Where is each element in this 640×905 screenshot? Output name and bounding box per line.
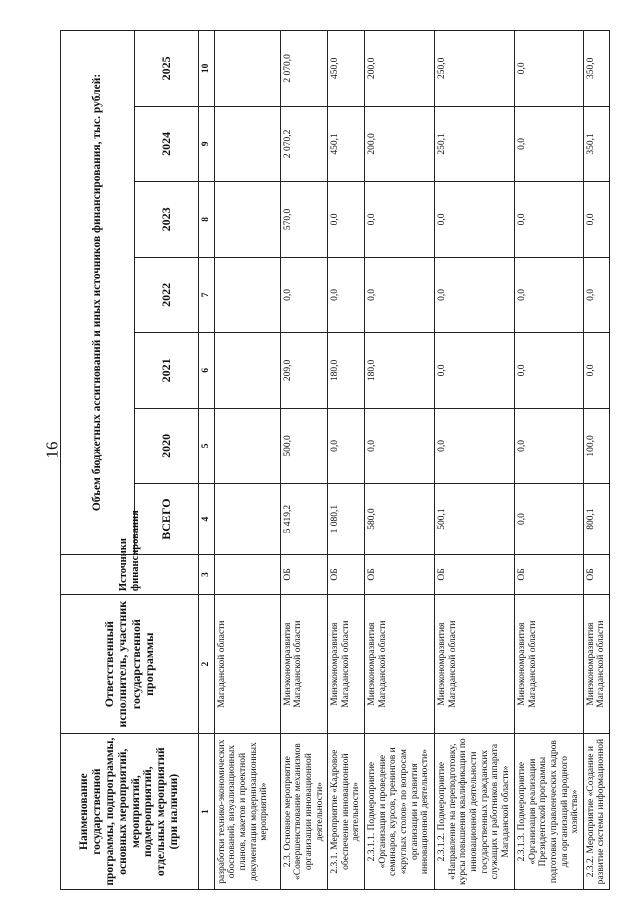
- row-value-2022: 0,0: [280, 257, 328, 333]
- row-source: [214, 554, 280, 594]
- row-responsible: Минэкономразвития Магаданской области: [515, 595, 584, 734]
- row-value-2023: 0,0: [515, 182, 584, 258]
- row-source: ОБ: [515, 554, 584, 594]
- row-source: ОБ: [435, 554, 515, 594]
- row-value-2021: 180,0: [328, 333, 365, 409]
- header-volume: Объем бюджетных ассигнований и иных источников финансирования, тыс. рублей:: [61, 31, 135, 555]
- row-value-2024: 450,1: [328, 106, 365, 182]
- row-value-2021: 180,0: [365, 333, 435, 409]
- column-number: 2: [199, 595, 215, 734]
- row-value-2020: 0,0: [328, 408, 365, 484]
- row-value-2020: 100,0: [583, 408, 609, 484]
- row-value-2022: 0,0: [583, 257, 609, 333]
- row-value-2024: 350,1: [583, 106, 609, 182]
- row-name: 2.3.1.3. Подмероприятие «Организация реализации Президентской программы подготовки управленческих кадров для организаций народного хозяйства»: [515, 734, 584, 890]
- document-sheet: [60, 30, 607, 890]
- row-value-2023: 0,0: [435, 182, 515, 258]
- row-value-2023: 570,0: [280, 182, 328, 258]
- row-value-2022: 0,0: [515, 257, 584, 333]
- row-responsible: Минэкономразвития Магаданской области: [328, 595, 365, 734]
- header-total: ВСЕГО: [135, 484, 199, 555]
- row-value-2024: 200,0: [365, 106, 435, 182]
- row-source: ОБ: [365, 554, 435, 594]
- row-value-2025: 0,0: [515, 31, 584, 107]
- column-number: 5: [199, 408, 215, 484]
- row-value-2024: 250,1: [435, 106, 515, 182]
- table-row: [515, 31, 584, 890]
- table-row: [328, 31, 365, 890]
- column-number: 1: [199, 734, 215, 890]
- row-total: 580,0: [365, 484, 435, 555]
- row-value-2025: [214, 31, 280, 107]
- row-value-2020: [214, 408, 280, 484]
- row-name: 2.3.2. Мероприятие «Создание и развитие системы информационной: [583, 734, 609, 890]
- row-value-2025: 250,0: [435, 31, 515, 107]
- column-number: 8: [199, 182, 215, 258]
- column-number: 4: [199, 484, 215, 555]
- table-row: [214, 31, 280, 890]
- row-name: 2.3.1.2. Подмероприятие «Направление на переподготовку, курсы повышения квалификации по инновационной деятельности государственных гражданских служащих и работников аппарата Магаданской области»: [435, 734, 515, 890]
- row-name: 2.3.1. Мероприятие «Кадровое обеспечение инновационной деятельности»: [328, 734, 365, 890]
- row-responsible: Магаданской области: [214, 595, 280, 734]
- header-year-2020: 2020: [135, 408, 199, 484]
- header-source: Источники финансирования: [61, 554, 199, 594]
- row-value-2025: 2 070,0: [280, 31, 328, 107]
- column-number: 3: [199, 554, 215, 594]
- row-source: ОБ: [280, 554, 328, 594]
- row-total: 0,0: [515, 484, 584, 555]
- row-value-2023: 0,0: [328, 182, 365, 258]
- row-value-2021: 209,0: [280, 333, 328, 409]
- row-total: 800,1: [583, 484, 609, 555]
- row-value-2022: [214, 257, 280, 333]
- row-responsible: Минэкономразвития Магаданской области: [583, 595, 609, 734]
- row-responsible: Минэкономразвития Магаданской области: [365, 595, 435, 734]
- row-total: 5 419,2: [280, 484, 328, 555]
- row-value-2025: 450,0: [328, 31, 365, 107]
- table-row: [365, 31, 435, 890]
- row-value-2021: [214, 333, 280, 409]
- table-row: [435, 31, 515, 890]
- row-value-2025: 200,0: [365, 31, 435, 107]
- row-name: 2.3. Основное мероприятие «Совершенствование механизмов организации инновационной деятельности»: [280, 734, 328, 890]
- row-value-2024: 2 070,2: [280, 106, 328, 182]
- header-year-2021: 2021: [135, 333, 199, 409]
- row-value-2020: 0,0: [435, 408, 515, 484]
- header-year-2025: 2025: [135, 31, 199, 107]
- table-row: [583, 31, 609, 890]
- row-value-2023: 0,0: [365, 182, 435, 258]
- header-name: Наименование государственной программы, подпрограммы, основных мероприятий, мероприятий, подмероприятий, отдельных мероприятий (при наличии): [61, 734, 199, 890]
- column-number: 10: [199, 31, 215, 107]
- row-total: 500,1: [435, 484, 515, 555]
- financing-table: [60, 30, 610, 890]
- column-number: 6: [199, 333, 215, 409]
- header-year-2022: 2022: [135, 257, 199, 333]
- row-value-2020: 500,0: [280, 408, 328, 484]
- row-value-2022: 0,0: [435, 257, 515, 333]
- page-number: 16: [42, 441, 62, 459]
- row-value-2024: 0,0: [515, 106, 584, 182]
- row-value-2023: [214, 182, 280, 258]
- row-source: ОБ: [583, 554, 609, 594]
- row-value-2021: 0,0: [435, 333, 515, 409]
- table-row: [280, 31, 328, 890]
- column-number-row: [199, 31, 215, 890]
- row-value-2025: 350,0: [583, 31, 609, 107]
- row-source: ОБ: [328, 554, 365, 594]
- row-total: 1 080,1: [328, 484, 365, 555]
- row-responsible: Минэкономразвития Магаданской области: [435, 595, 515, 734]
- row-value-2023: 0,0: [583, 182, 609, 258]
- row-total: [214, 484, 280, 555]
- column-number: 7: [199, 257, 215, 333]
- row-value-2021: 0,0: [515, 333, 584, 409]
- header-year-2024: 2024: [135, 106, 199, 182]
- row-responsible: Минэкономразвития Магаданской области: [280, 595, 328, 734]
- column-number: 9: [199, 106, 215, 182]
- row-value-2020: 0,0: [365, 408, 435, 484]
- row-value-2024: [214, 106, 280, 182]
- row-value-2022: 0,0: [328, 257, 365, 333]
- row-value-2021: 0,0: [583, 333, 609, 409]
- row-value-2020: 0,0: [515, 408, 584, 484]
- row-value-2022: 0,0: [365, 257, 435, 333]
- row-name: разработки технико-экономических обоснований, визуализационных планов, макетов и проектной документации модернизационных мероприятий»: [214, 734, 280, 890]
- header-responsible: Ответственный исполнитель, участник государственной программы: [61, 595, 199, 734]
- header-year-2023: 2023: [135, 182, 199, 258]
- row-name: 2.3.1.1. Подмероприятие «Организация и проведение семинаров, курсов, тренингов и «круглых столов» по вопросам организации и развития инновационной деятельности»: [365, 734, 435, 890]
